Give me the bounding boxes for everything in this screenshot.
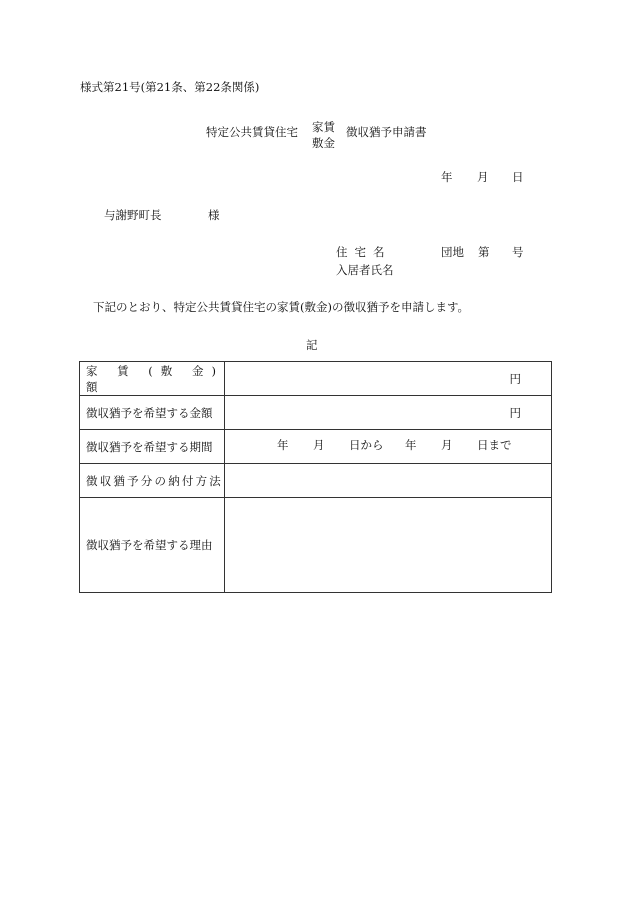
period-year2: 年 xyxy=(405,437,417,452)
table-row xyxy=(80,362,552,396)
period-year1: 年 xyxy=(277,437,289,452)
deferral-amount-field[interactable]: 円 xyxy=(225,396,552,430)
title-option-stack xyxy=(312,119,334,151)
period-from: 日から xyxy=(349,437,384,452)
title-option-deposit: 敷金 xyxy=(312,136,335,150)
deferral-period-field[interactable] xyxy=(225,430,552,464)
application-table xyxy=(79,361,552,593)
application-statement: 下記のとおり、特定公共賃貸住宅の家賃(敷金)の徴収猶予を申請します。 xyxy=(93,300,470,314)
addressee-name: 与謝野町長 xyxy=(104,208,162,222)
rent-amount-field[interactable]: 円 xyxy=(225,362,552,396)
table-row xyxy=(80,430,552,464)
resident-name-label: 入居者氏名 xyxy=(336,263,394,277)
deferral-reason-field[interactable] xyxy=(225,498,552,593)
table-row xyxy=(80,464,552,498)
payment-method-field[interactable] xyxy=(225,464,552,498)
danchi-label: 団地 xyxy=(441,245,464,259)
date-month-label: 月 xyxy=(477,170,489,184)
title-option-rent: 家賃 xyxy=(312,120,335,134)
row-label-deferral-period: 徴収猶予を希望する期間 xyxy=(80,430,225,464)
period-until: 日まで xyxy=(477,437,512,452)
row-label-deferral-reason: 徴収猶予を希望する理由 xyxy=(80,498,225,593)
date-year-label: 年 xyxy=(441,170,453,184)
title-main: 特定公共賃貸住宅 xyxy=(206,125,298,139)
row-label-deferral-amount: 徴収猶予を希望する金額 xyxy=(80,396,225,430)
addressee-honorific: 様 xyxy=(208,208,220,222)
table-row xyxy=(80,396,552,430)
date-day-label: 日 xyxy=(512,170,524,184)
table-row xyxy=(80,498,552,593)
title-end: 徴収猶予申請書 xyxy=(346,125,427,139)
go-label: 号 xyxy=(512,245,524,259)
period-month2: 月 xyxy=(441,437,453,452)
row-label-payment-method: 徴収猶予分の納付方法 xyxy=(80,464,225,498)
ki-heading: 記 xyxy=(306,338,318,352)
form-number: 様式第21号(第21条、第22条関係) xyxy=(80,80,260,94)
period-month1: 月 xyxy=(313,437,325,452)
dai-label: 第 xyxy=(478,245,490,259)
housing-name-label: 住宅名 xyxy=(336,245,392,259)
row-label-rent-amount: 家 賃 (敷 金) 額 xyxy=(80,362,225,396)
